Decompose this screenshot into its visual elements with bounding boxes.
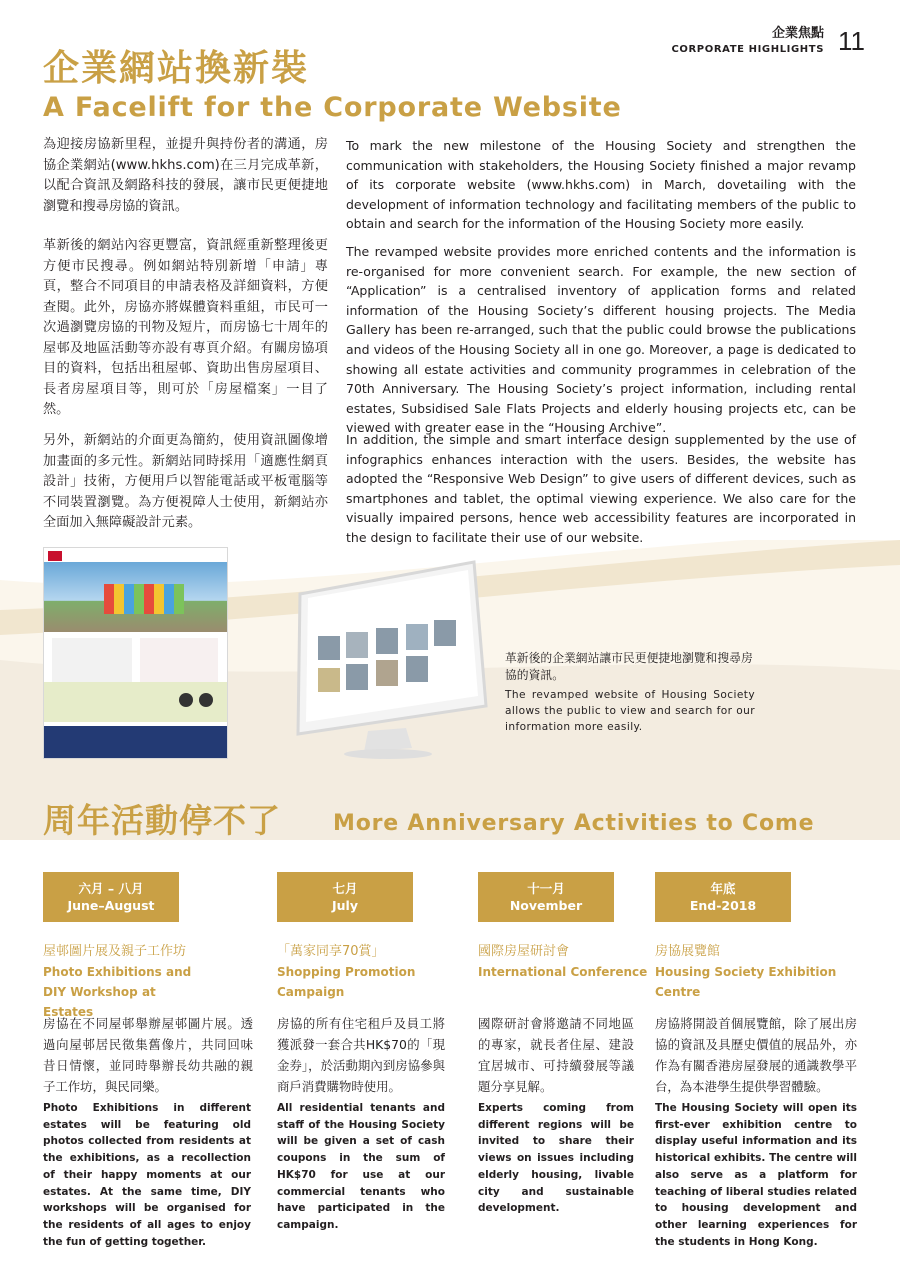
activity-heading	[655, 942, 865, 1002]
activity-name-en: International Conference	[478, 965, 648, 979]
activity-desc-en: Photo Exhibitions in different estates will be featuring old photos collected from residents at the exhibitions, as a recollection of their happy moments at our estates. At the same time, DIY workshops will be organised for the residents of all ages to enjoy the fun of getting together.	[43, 1102, 251, 1248]
paragraph-zh: 革新後的網站內容更豐富，資訊經重新整理後更方便市民搜尋。例如網站特別新增「申請」專頁，整合不同項目的申請表格及詳細資料，方便查閱。此外，房協亦將媒體資料重組，市民可一次過瀏覽房協的刊物及短片，而房協七十周年的屋邨及地區活動等亦設有專頁介紹。有關房協項目的資料，包括出租屋邨、資助出售房屋項目、長者房屋項目等，則可於「房屋檔案」一目了然。	[43, 238, 328, 417]
date-badge	[655, 872, 791, 922]
activity-heading	[478, 942, 648, 982]
date-zh: 年底	[710, 881, 736, 896]
paragraph-zh: 另外，新網站的介面更為簡約，使用資訊圖像增加畫面的多元性。新網站同時採用「適應性網頁設計」技術，方便用戶以智能電話或平板電腦等不同裝置瀏覽。為方便視障人士使用，新網站亦全面加入無障礙設計元素。	[43, 433, 328, 530]
activity-name-zh: 房協展覽館	[655, 944, 721, 959]
paragraph-en: The revamped website provides more enriched contents and the information is re-organised for more convenient search. For example, the new section of “Application” is a centralised inventory of application forms and related information of the Housing Society’s different housing projects. The Media Gallery has been re-arranged, such that the public could browse the publications and videos of the Housing Society all in one go. Moreover, a page is dedicated to showing all estate activities and community programmes in celebration of the 70th Anniversary. The Housing Society’s project information, including rental estates, Subsidised Sale Flats Projects and elderly housing projects etc, can be viewed with greater ease in the “Housing Archive”.	[346, 244, 856, 436]
activity-name-en: Shopping Promotion Campaign	[277, 965, 416, 999]
date-zh: 十一月	[527, 881, 565, 896]
paragraph-zh: 為迎接房協新里程，並提升與持份者的溝通，房協企業網站(www.hkhs.com)在三月完成革新，以配合資訊及網路科技的發展，讓市民更便捷地瀏覽和搜尋房協的資訊。	[43, 137, 328, 214]
date-zh: 七月	[332, 881, 358, 896]
article-title-en: A Facelift for the Corporate Website	[43, 92, 622, 123]
activity-desc-zh: 房協將開設首個展覽館，除了展出房協的資訊及具歷史價值的展品外，亦作為有關香港房屋發展的通識教學平台，為本港學生提供學習體驗。	[655, 1016, 857, 1094]
date-en: July	[332, 898, 358, 913]
monitor-illustration	[288, 556, 494, 761]
website-screenshot-image	[43, 547, 228, 759]
activity-name-zh: 「萬家同享70賞」	[277, 944, 385, 959]
date-en: End-2018	[689, 898, 757, 913]
activity-name-en: Photo Exhibitions and DIY Workshop at Estates	[43, 965, 192, 1019]
caption-en: The revamped website of Housing Society allows the public to view and search for our information more easily.	[505, 689, 755, 733]
activity-heading	[277, 942, 467, 1002]
date-badge	[478, 872, 614, 922]
paragraph-en: In addition, the simple and smart interface design supplemented by the use of infographics enhances interaction with the users. Besides, the website has adopted the “Responsive Web Design” to give users of different devices, such as smartphones and tablet, the optimal viewing experience. We also care for the visually impaired persons, hence web accessibility features are incorporated in the design to facilitate their use of our website.	[346, 432, 856, 545]
activity-name-en: Housing Society Exhibition Centre	[655, 965, 837, 999]
date-en: November	[509, 898, 583, 913]
article-title-zh: 企業網站換新裝	[43, 48, 310, 89]
page-number: 11	[838, 26, 865, 56]
date-en: June–August	[67, 898, 155, 913]
section-title-en: More Anniversary Activities to Come	[333, 811, 815, 836]
activity-desc-zh: 房協在不同屋邨舉辦屋邨圖片展。透過向屋邨居民徵集舊像片，共同回味昔日情懷，並同時舉辦長幼共融的親子工作坊，與民同樂。	[43, 1016, 253, 1094]
activity-name-zh: 國際房屋研討會	[478, 944, 570, 959]
date-badge	[277, 872, 413, 922]
date-badge	[43, 872, 179, 922]
section-title-zh: 周年活動停不了	[43, 801, 281, 840]
caption-zh: 革新後的企業網站讓市民更便捷地瀏覽和搜尋房協的資訊。	[505, 651, 753, 682]
activity-desc-zh: 房協的所有住宅租戶及員工將獲派發一套合共HK$70的「現金券」，於活動期內到房協參與商戶消費購物時使用。	[277, 1016, 445, 1094]
activity-desc-en: The Housing Society will open its first-ever exhibition centre to display useful information and its historical exhibits. The centre will also serve as a platform for teaching of liberal studies related to housing development and other learning experiences for the students in Hong Kong.	[655, 1102, 857, 1248]
section-label-en: CORPORATE HIGHLIGHTS	[671, 44, 824, 55]
image-caption	[505, 650, 755, 735]
activity-heading	[43, 942, 243, 1022]
paragraph-en: To mark the new milestone of the Housing Society and strengthen the communication with stakeholders, the Housing Society finished a major revamp of its corporate website (www.hkhs.com) in March, dovetailing with the development of information technology and facilitating members of the public to obtain and search for the information of the Housing Society more easily.	[346, 138, 856, 232]
section-label-zh: 企業焦點	[771, 26, 824, 41]
activity-name-zh: 屋邨圖片展及親子工作坊	[43, 944, 187, 959]
activity-desc-en: Experts coming from different regions will be invited to share their views on issues including elderly housing, livable city and sustainable development.	[478, 1102, 634, 1215]
activity-desc-en: All residential tenants and staff of the Housing Society will be given a set of cash coupons in the sum of HK$70 for use at our commercial tenants who have participated in the campaign.	[277, 1102, 445, 1231]
activity-desc-zh: 國際研討會將邀請不同地區的專家，就長者住屋、建設宜居城市、可持續發展等議題分享見解。	[478, 1016, 634, 1094]
date-zh: 六月 – 八月	[78, 881, 144, 896]
